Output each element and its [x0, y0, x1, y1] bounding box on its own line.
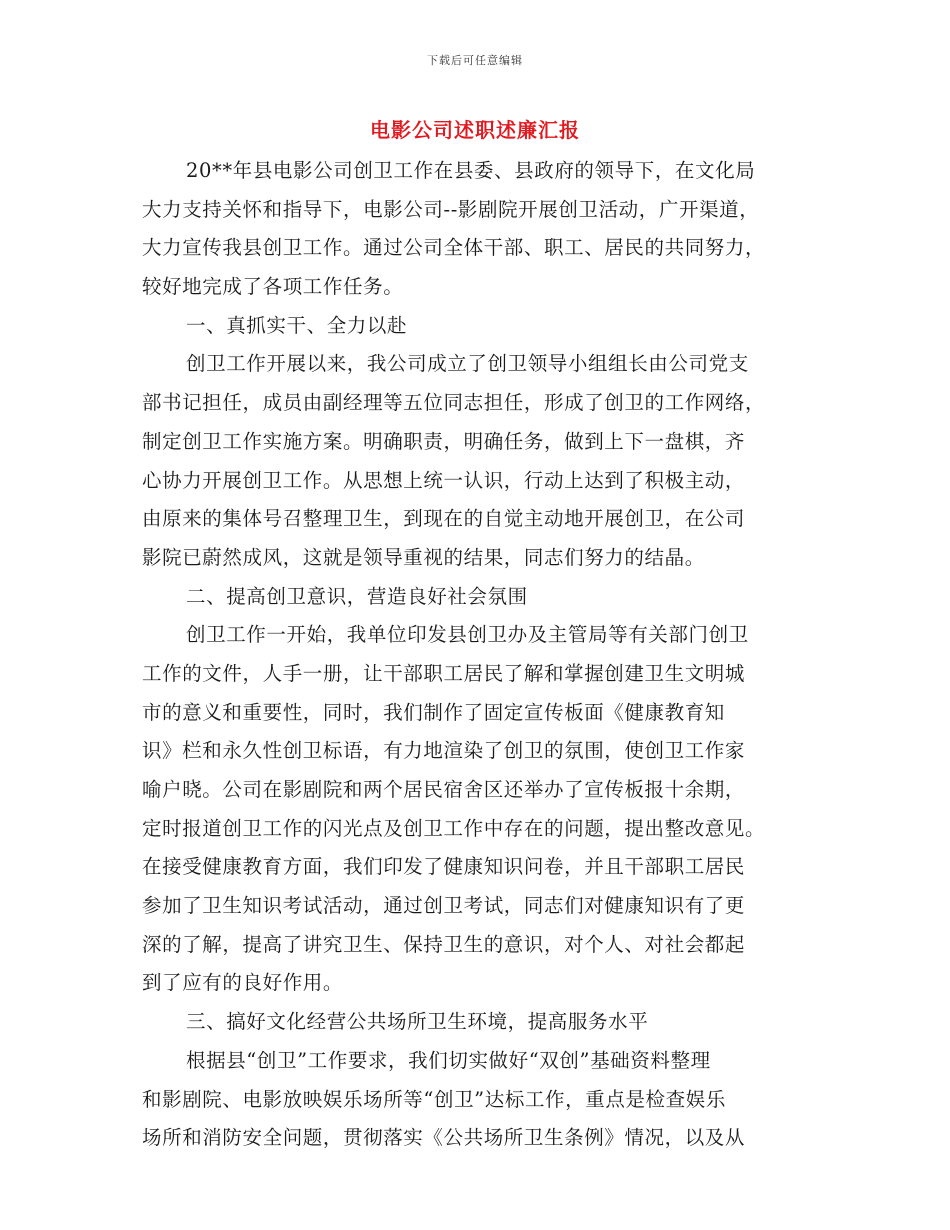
- text-line: 到了应有的良好作用。: [142, 971, 344, 995]
- text-line: 由原来的集体号召整理卫生，到现在的自觉主动地开展创卫，在公司: [142, 507, 746, 531]
- text-line: 和影剧院、电影放映娱乐场所等“创卫”达标工作，重点是检查娱乐: [142, 1087, 726, 1111]
- text-line: 较好地完成了各项工作任务。: [142, 275, 404, 299]
- text-line: 定时报道创卫工作的闪光点及创卫工作中存在的问题，提出整改意见。: [142, 816, 766, 840]
- text-line: 创卫工作开展以来，我公司成立了创卫领导小组组长由公司党支: [186, 352, 749, 376]
- text-line: 深的了解，提高了讲究卫生、保持卫生的意识，对个人、对社会都起: [142, 932, 746, 956]
- text-line: 市的意义和重要性，同时，我们制作了固定宣传板面《健康教育知: [142, 700, 725, 724]
- text-line: 大力支持关怀和指导下，电影公司--影剧院开展创卫活动，广开渠道，: [142, 197, 760, 221]
- text-line: 影院已蔚然成风，这就是领导重视的结果，同志们努力的结晶。: [142, 545, 705, 569]
- document-title: 电影公司述职述廉汇报: [370, 118, 580, 142]
- text-line: 三、搞好文化经营公共场所卫生环境，提高服务水平: [186, 1010, 649, 1034]
- text-line: 大力宣传我县创卫工作。通过公司全体干部、职工、居民的共同努力，: [142, 236, 766, 260]
- header-note: 下载后可任意编辑: [427, 54, 523, 67]
- text-line: 部书记担任，成员由副经理等五位同志担任，形成了创卫的工作网络，: [142, 391, 766, 415]
- text-line: 根据县“创卫”工作要求，我们切实做好“双创”基础资料整理: [186, 1048, 711, 1072]
- text-line: 心协力开展创卫工作。从思想上统一认识，行动上达到了积极主动，: [142, 468, 746, 492]
- text-line: 二、提高创卫意识，营造良好社会氛围: [186, 584, 528, 608]
- text-line: 喻户晓。公司在影剧院和两个居民宿舍区还举办了宣传板报十余期，: [142, 778, 746, 801]
- text-line: 工作的文件，人手一册，让干部职工居民了解和掌握创建卫生文明城: [142, 661, 746, 685]
- text-line: 一、真抓实干、全力以赴: [186, 313, 408, 337]
- text-line: 识》栏和永久性创卫标语，有力地渲染了创卫的氛围，使创卫工作家: [142, 739, 746, 763]
- text-line: 参加了卫生知识考试活动，通过创卫考试，同志们对健康知识有了更: [142, 894, 746, 918]
- text-line: 制定创卫工作实施方案。明确职责，明确任务，做到上下一盘棋，齐: [142, 429, 746, 453]
- text-line: 创卫工作一开始，我单位印发县创卫办及主管局等有关部门创卫: [186, 623, 749, 647]
- text-line: 20**年县电影公司创卫工作在县委、县政府的领导下，在文化局: [186, 159, 756, 182]
- document-body: [142, 152, 810, 1158]
- text-line: 在接受健康教育方面，我们印发了健康知识问卷，并且干部职工居民: [142, 855, 746, 879]
- text-line: 场所和消防安全问题，贯彻落实《公共场所卫生条例》情况，以及从: [142, 1126, 746, 1150]
